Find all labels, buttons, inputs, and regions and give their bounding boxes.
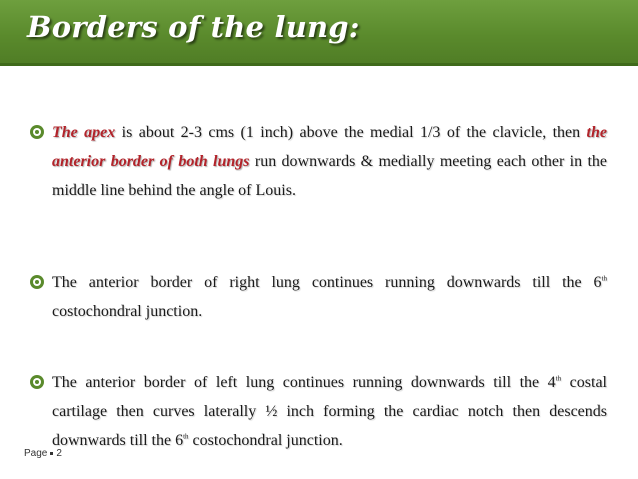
page-label: Page: [24, 448, 48, 459]
bullet-circle-icon: [30, 125, 44, 139]
bullet-circle-icon: [30, 375, 44, 389]
text-segment: costochondral junction.: [188, 432, 343, 449]
page-footer: [24, 448, 62, 459]
page-number: 2: [56, 448, 62, 459]
superscript: th: [555, 374, 562, 383]
slide-title: Borders of the lung:: [27, 10, 360, 44]
superscript: th: [183, 432, 189, 441]
text-segment: costochondral junction.: [52, 303, 203, 320]
text-segment: The anterior border of left lung continues running downwards till the 4: [52, 374, 556, 391]
text-segment: The anterior border of right lung continues running downwards till the 6: [52, 274, 602, 291]
highlight-anterior-border: the anterior border of both lungs: [52, 124, 607, 170]
text-segment: is about 2-3 cms (1 inch) above the medial 1/3 of the clavicle, then: [115, 124, 587, 141]
superscript: th: [601, 274, 607, 283]
text-segment: costal cartilage then curves laterally ½ inch forming the cardiac notch then descends downwards till the 6: [52, 374, 607, 449]
bullet-text: [52, 268, 607, 326]
bullet-text: [52, 368, 607, 455]
text-segment: run downwards & medially meeting each other in the middle line behind the angle of Louis.: [52, 153, 608, 199]
highlight-apex: The apex: [52, 124, 116, 141]
bullet-circle-icon: [30, 275, 44, 289]
separator-dot-icon: [50, 452, 53, 455]
bullet-text: [52, 118, 607, 205]
